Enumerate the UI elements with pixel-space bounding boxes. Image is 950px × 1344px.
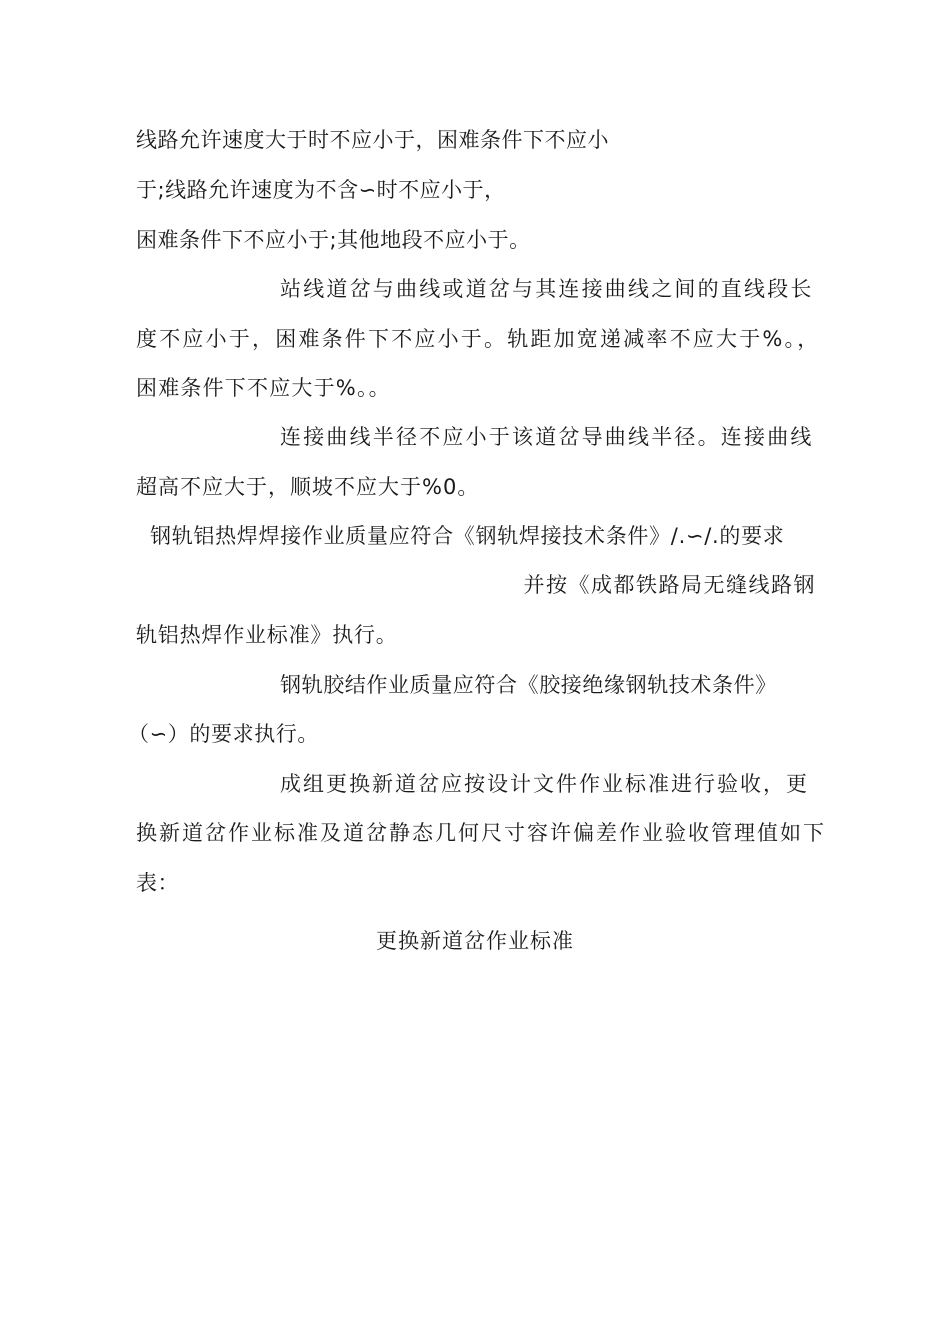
text-line-5: 度不应小于，困难条件下不应小于。轨距加宽递减率不应大于%。， (136, 327, 821, 351)
text-line-16: 表： (136, 871, 179, 895)
text-line-14: 成组更换新道岔应按设计文件作业标准进行验收，更 (280, 772, 809, 796)
text-line-4: 站线道岔与曲线或道岔与其连接曲线之间的直线段长 (280, 277, 814, 301)
text-line-8: 超高不应大于，顺坡不应大于%0。 (136, 475, 480, 499)
text-line-7: 连接曲线半径不应小于该道岔导曲线半径。连接曲线 (280, 425, 814, 449)
text-line-12: 钢轨胶结作业质量应符合《胶接绝缘钢轨技术条件》 (280, 673, 777, 697)
text-line-11: 轨铝热焊作业标准》执行。 (136, 623, 398, 647)
text-line-1: 线路允许速度大于时不应小于，困难条件下不应小 (136, 128, 609, 152)
text-line-6: 困难条件下不应大于%。。 (136, 376, 391, 400)
text-line-13: （∽）的要求执行。 (128, 722, 319, 746)
text-line-10: 并按《成都铁路局无缝线路钢 (523, 573, 816, 597)
text-line-3: 困难条件下不应小于;其他地段不应小于。 (136, 228, 531, 252)
text-line-9: 钢轨铝热焊焊接作业质量应符合《钢轨焊接技术条件》/.∽/.的要求 (150, 524, 785, 548)
table-caption: 更换新道岔作业标准 (376, 929, 574, 953)
text-line-2: 于;线路允许速度为不含∽时不应小于， (136, 178, 506, 202)
text-line-15: 换新道岔作业标准及道岔静态几何尺寸容许偏差作业验收管理值如下 (136, 821, 826, 845)
